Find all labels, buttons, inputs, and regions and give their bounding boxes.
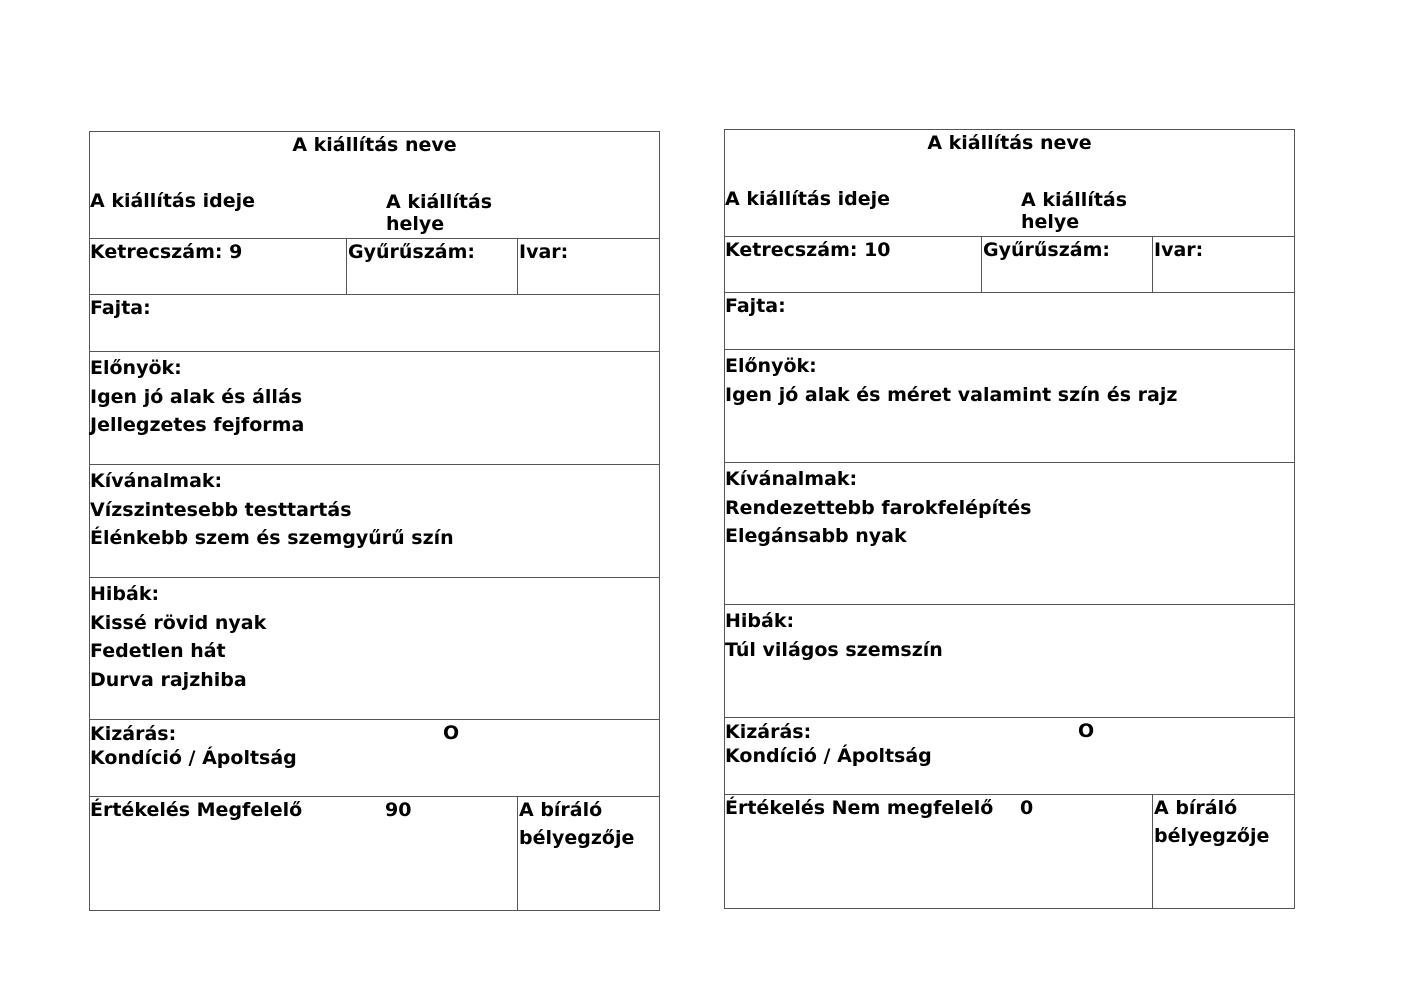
ring-number: Gyűrűszám: (348, 241, 475, 263)
evaluation-section (90, 797, 659, 910)
exclusion-mark: O (1078, 720, 1095, 742)
breed-row (725, 293, 1294, 350)
fault-item: Fedetlen hát (90, 640, 226, 662)
advantage-item: Igen jó alak és méret valamint szín és rajz (725, 383, 1178, 406)
condition-label: Kondíció / Ápoltság (725, 745, 932, 767)
exclusion-label: Kizárás: (725, 721, 812, 743)
judging-card-2 (724, 129, 1295, 909)
cage-row (90, 239, 659, 295)
wishes-label: Kívánalmak: (725, 468, 858, 490)
judge-stamp-label-2: bélyegzője (1154, 825, 1270, 847)
advantages-label: Előnyök: (90, 357, 182, 379)
wish-item: Rendezettebb farokfelépítés (725, 496, 1032, 519)
wishes-label: Kívánalmak: (90, 470, 223, 492)
wishes-section (725, 463, 1294, 605)
fault-item: Durva rajzhiba (90, 668, 247, 691)
cage-number: Ketrecszám: 9 (90, 241, 243, 263)
divider (346, 239, 347, 294)
wish-item: Élénkebb szem és szemgyűrű szín (90, 527, 454, 549)
wish-item: Vízszintesebb testtartás (90, 498, 352, 521)
divider (517, 239, 518, 294)
score-value: 0 (1020, 797, 1034, 819)
judging-card-1 (89, 131, 660, 911)
condition-label: Kondíció / Ápoltság (90, 747, 297, 769)
breed-row (90, 295, 659, 352)
advantages-section (90, 352, 659, 465)
judge-stamp-label-2: bélyegzője (519, 827, 635, 849)
show-date: A kiállítás ideje (725, 188, 891, 210)
show-name: A kiállítás neve (292, 134, 457, 156)
advantages-label: Előnyök: (725, 355, 817, 377)
wishes-section (90, 465, 659, 578)
wish-item: Elegánsabb nyak (725, 525, 907, 547)
score-value: 90 (385, 799, 412, 821)
show-date: A kiállítás ideje (90, 190, 256, 212)
advantages-section (725, 350, 1294, 463)
judge-stamp-label-1: A bíráló (519, 799, 603, 821)
divider (1152, 795, 1153, 908)
judge-stamp-label-1: A bíráló (1154, 797, 1238, 819)
show-place: A kiállítás helye (386, 191, 493, 235)
faults-section (725, 605, 1294, 718)
breed-label: Fajta: (90, 297, 151, 319)
fault-item: Túl világos szemszín (725, 638, 943, 661)
sex-field: Ivar: (519, 241, 569, 263)
sex-field: Ivar: (1154, 239, 1204, 261)
fault-item: Kissé rövid nyak (90, 611, 267, 634)
faults-label: Hibák: (725, 610, 795, 632)
divider (1152, 237, 1153, 292)
exclusion-section (725, 718, 1294, 795)
faults-section (90, 578, 659, 720)
exclusion-label: Kizárás: (90, 723, 177, 745)
ring-number: Gyűrűszám: (983, 239, 1110, 261)
advantage-item: Igen jó alak és állás (90, 385, 303, 408)
show-place: A kiállítás helye (1021, 189, 1128, 233)
cage-row (725, 237, 1294, 293)
faults-label: Hibák: (90, 583, 160, 605)
evaluation-label: Értékelés Megfelelő (90, 799, 303, 821)
evaluation-label: Értékelés Nem megfelelő (725, 797, 994, 819)
show-name: A kiállítás neve (927, 132, 1092, 154)
divider (981, 237, 982, 292)
exclusion-section (90, 720, 659, 797)
breed-label: Fajta: (725, 295, 786, 317)
show-header (90, 132, 659, 239)
evaluation-section (725, 795, 1294, 908)
exclusion-mark: O (443, 722, 460, 744)
show-header (725, 130, 1294, 237)
divider (517, 797, 518, 910)
advantage-item: Jellegzetes fejforma (90, 414, 305, 436)
cage-number: Ketrecszám: 10 (725, 239, 891, 261)
